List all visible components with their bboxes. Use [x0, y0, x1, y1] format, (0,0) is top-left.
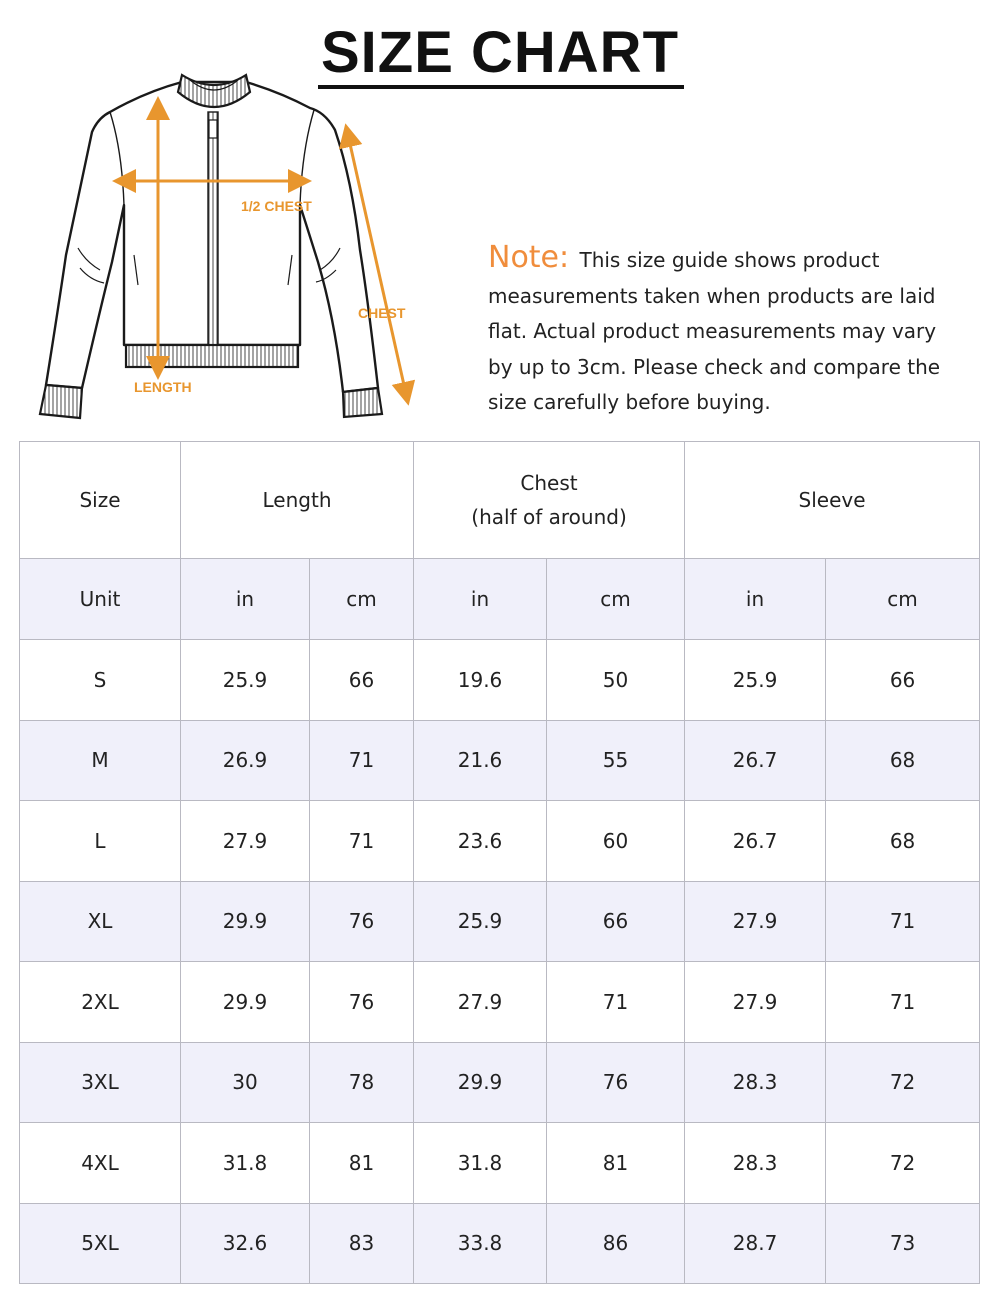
cell-chest-cm: 60 — [547, 801, 685, 882]
size-table — [19, 441, 980, 1284]
unit-sleeve-cm: cm — [826, 559, 980, 640]
cell-length-in: 27.9 — [181, 801, 310, 882]
header-sleeve: Sleeve — [685, 442, 980, 559]
cell-length-cm: 81 — [310, 1123, 414, 1204]
unit-length-in: in — [181, 559, 310, 640]
jacket-left-cuff — [40, 385, 82, 418]
cell-length-cm: 76 — [310, 962, 414, 1043]
table-row — [20, 1203, 980, 1284]
cell-chest-cm: 55 — [547, 720, 685, 801]
cell-sleeve-in: 27.9 — [685, 881, 826, 962]
cell-length-in: 30 — [181, 1042, 310, 1123]
note-label: Note: — [488, 240, 570, 275]
cell-size: 3XL — [20, 1042, 181, 1123]
table-row — [20, 640, 980, 721]
cell-chest-in: 33.8 — [414, 1203, 547, 1284]
cell-sleeve-in: 27.9 — [685, 962, 826, 1043]
table-body — [20, 640, 980, 1284]
cell-length-in: 29.9 — [181, 962, 310, 1043]
cell-sleeve-in: 25.9 — [685, 640, 826, 721]
unit-length-cm: cm — [310, 559, 414, 640]
cell-size: XL — [20, 881, 181, 962]
cell-size: 4XL — [20, 1123, 181, 1204]
cell-size: M — [20, 720, 181, 801]
cell-sleeve-cm: 68 — [826, 801, 980, 882]
cell-sleeve-cm: 71 — [826, 881, 980, 962]
cell-length-in: 25.9 — [181, 640, 310, 721]
cell-sleeve-cm: 66 — [826, 640, 980, 721]
cell-sleeve-in: 26.7 — [685, 720, 826, 801]
cell-chest-in: 21.6 — [414, 720, 547, 801]
cell-chest-in: 25.9 — [414, 881, 547, 962]
cell-length-cm: 71 — [310, 720, 414, 801]
cell-sleeve-cm: 71 — [826, 962, 980, 1043]
cell-size: S — [20, 640, 181, 721]
jacket-waistband — [126, 345, 298, 367]
cell-length-cm: 76 — [310, 881, 414, 962]
cell-length-in: 31.8 — [181, 1123, 310, 1204]
cell-chest-cm: 86 — [547, 1203, 685, 1284]
header-size: Size — [20, 442, 181, 559]
note-text: This size guide shows product measurements taken when products are laid flat. Actual product measurements may vary by up to 3cm. Please check and compare the size carefully before buying. — [488, 248, 941, 414]
cell-sleeve-cm: 72 — [826, 1123, 980, 1204]
header-chest-line2: (half of around) — [471, 505, 627, 529]
table-header-row — [20, 442, 980, 559]
cell-length-cm: 78 — [310, 1042, 414, 1123]
unit-chest-in: in — [414, 559, 547, 640]
cell-sleeve-in: 28.7 — [685, 1203, 826, 1284]
jacket-right-cuff — [343, 388, 382, 417]
cell-size: L — [20, 801, 181, 882]
jacket-diagram — [30, 60, 450, 430]
cell-chest-in: 23.6 — [414, 801, 547, 882]
cell-sleeve-in: 28.3 — [685, 1042, 826, 1123]
cell-chest-cm: 66 — [547, 881, 685, 962]
header-chest — [414, 442, 685, 559]
unit-label: Unit — [20, 559, 181, 640]
cell-length-in: 29.9 — [181, 881, 310, 962]
table-row — [20, 1042, 980, 1123]
jacket-zipper — [208, 112, 218, 346]
header-chest-line1: Chest — [520, 471, 578, 495]
cell-length-cm: 66 — [310, 640, 414, 721]
cell-length-cm: 83 — [310, 1203, 414, 1284]
cell-length-cm: 71 — [310, 801, 414, 882]
table-unit-row — [20, 559, 980, 640]
chest-label: CHEST — [358, 305, 406, 321]
cell-size: 2XL — [20, 962, 181, 1043]
cell-chest-in: 19.6 — [414, 640, 547, 721]
cell-sleeve-cm: 73 — [826, 1203, 980, 1284]
cell-chest-in: 29.9 — [414, 1042, 547, 1123]
cell-length-in: 32.6 — [181, 1203, 310, 1284]
cell-sleeve-in: 28.3 — [685, 1123, 826, 1204]
unit-chest-cm: cm — [547, 559, 685, 640]
page-title: SIZE CHART — [321, 20, 679, 85]
header-length: Length — [181, 442, 414, 559]
cell-size: 5XL — [20, 1203, 181, 1284]
cell-chest-cm: 81 — [547, 1123, 685, 1204]
table-row — [20, 962, 980, 1043]
length-label: LENGTH — [134, 379, 192, 395]
size-note — [488, 240, 958, 421]
cell-chest-in: 31.8 — [414, 1123, 547, 1204]
cell-chest-in: 27.9 — [414, 962, 547, 1043]
half-chest-label: 1/2 CHEST — [241, 198, 312, 214]
cell-length-in: 26.9 — [181, 720, 310, 801]
cell-chest-cm: 76 — [547, 1042, 685, 1123]
cell-chest-cm: 50 — [547, 640, 685, 721]
table-row — [20, 720, 980, 801]
cell-sleeve-cm: 72 — [826, 1042, 980, 1123]
cell-chest-cm: 71 — [547, 962, 685, 1043]
table-row — [20, 881, 980, 962]
table-row — [20, 1123, 980, 1204]
cell-sleeve-cm: 68 — [826, 720, 980, 801]
table-row — [20, 801, 980, 882]
unit-sleeve-in: in — [685, 559, 826, 640]
cell-sleeve-in: 26.7 — [685, 801, 826, 882]
